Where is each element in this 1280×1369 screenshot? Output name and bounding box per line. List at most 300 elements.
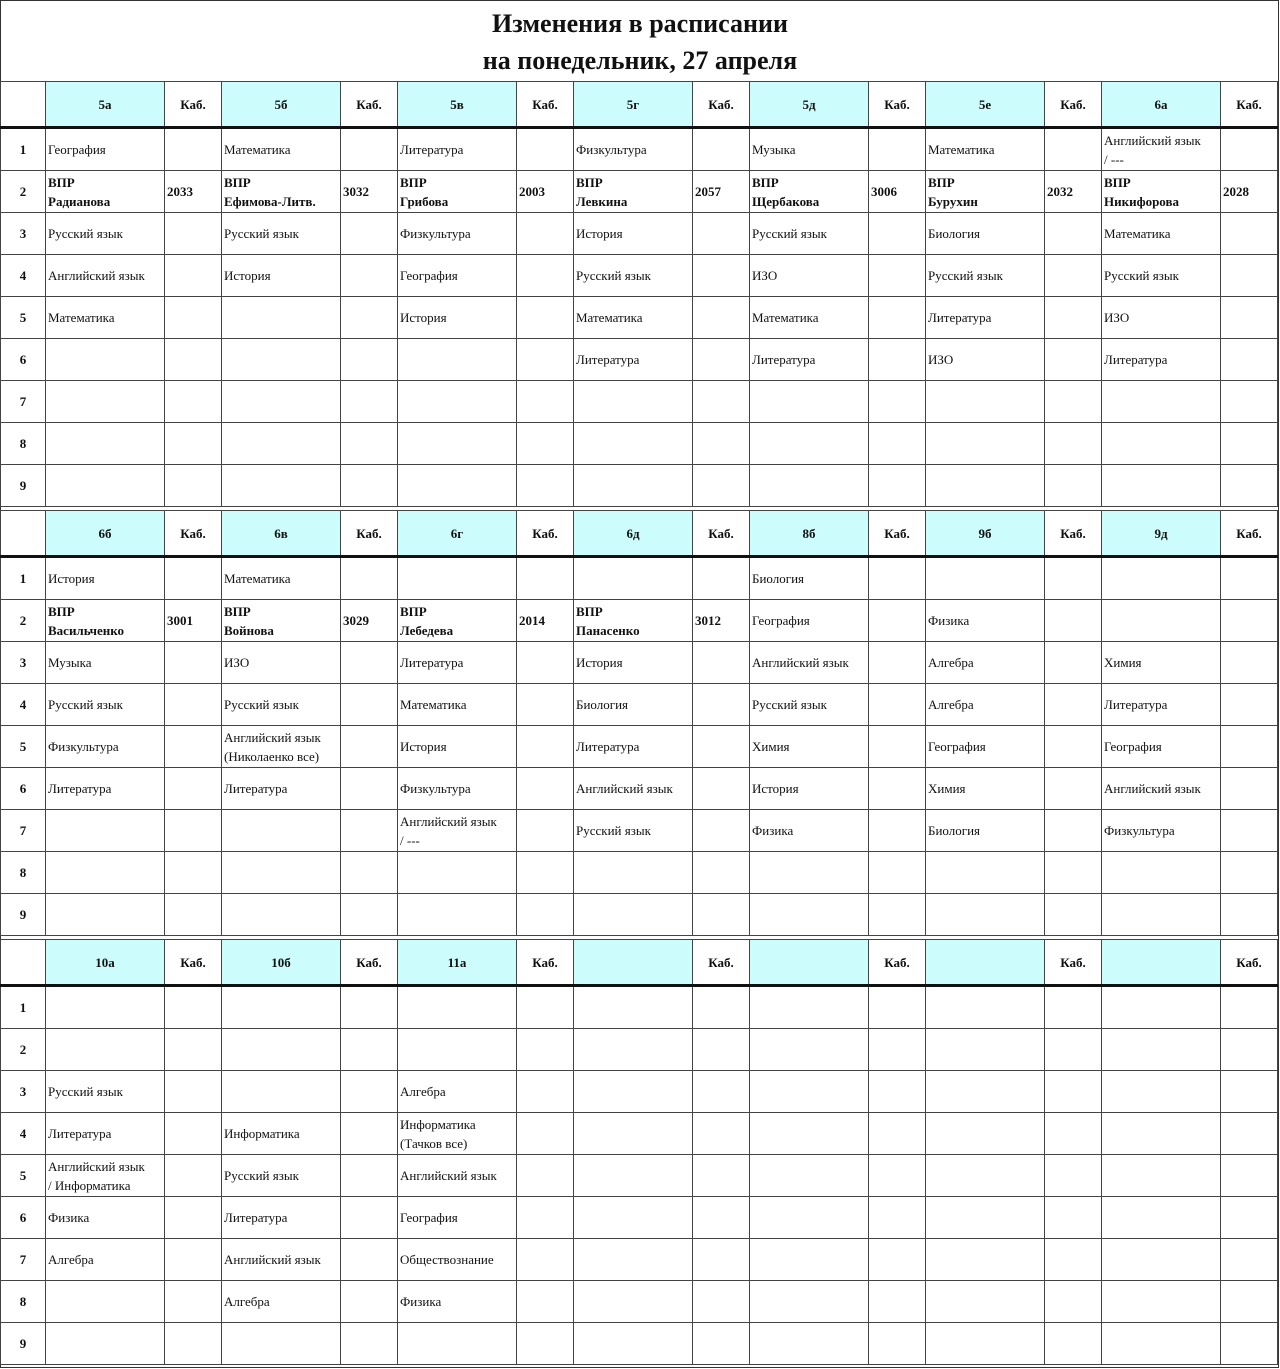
- lesson-number: 3: [1, 213, 46, 255]
- class-header: 5в: [398, 82, 517, 128]
- subject-cell: [46, 213, 165, 255]
- room-cell: [165, 339, 222, 381]
- room-cell: [1045, 684, 1102, 726]
- room-cell: [517, 1113, 574, 1155]
- lesson-row: [1, 1155, 1278, 1197]
- room-cell: [341, 128, 398, 171]
- lesson-number: 6: [1, 768, 46, 810]
- room-header: Каб.: [1045, 511, 1102, 557]
- room-cell: [1045, 465, 1102, 507]
- lesson-row: [1, 894, 1278, 936]
- vpr-entry: ВПР Ефимова-Литв.: [224, 174, 316, 209]
- subject-text: Литература: [48, 781, 112, 796]
- room-cell: [1221, 684, 1278, 726]
- room-cell: [165, 1113, 222, 1155]
- room-cell: [869, 381, 926, 423]
- subject-cell: [574, 642, 693, 684]
- subject-cell: [222, 297, 341, 339]
- room-cell: [869, 600, 926, 642]
- lesson-row: [1, 128, 1278, 171]
- room-cell: [693, 1029, 750, 1071]
- lesson-row: [1, 1323, 1278, 1365]
- subject-text: Английский язык: [48, 268, 145, 283]
- subject-text: История: [48, 571, 95, 586]
- subject-text: Английский язык (Николаенко все): [224, 729, 321, 764]
- subject-cell: [1102, 1155, 1221, 1197]
- class-header: [750, 940, 869, 986]
- subject-cell: [926, 1239, 1045, 1281]
- subject-text: Английский язык: [400, 1168, 497, 1183]
- subject-cell: [750, 600, 869, 642]
- subject-cell: [926, 1197, 1045, 1239]
- subject-cell: [750, 423, 869, 465]
- subject-cell: [1102, 1029, 1221, 1071]
- subject-cell: [1102, 986, 1221, 1029]
- subject-cell: [750, 339, 869, 381]
- vpr-entry: ВПР Щербакова: [752, 174, 820, 209]
- lesson-row: [1, 726, 1278, 768]
- subject-cell: [1102, 1071, 1221, 1113]
- lesson-number: 8: [1, 852, 46, 894]
- subject-text: География: [752, 613, 810, 628]
- subject-cell: [750, 1323, 869, 1365]
- room-cell: [1221, 986, 1278, 1029]
- subject-cell: [750, 986, 869, 1029]
- subject-cell: [46, 1155, 165, 1197]
- subject-cell: [926, 684, 1045, 726]
- subject-cell: [1102, 171, 1221, 213]
- room-cell: [693, 810, 750, 852]
- room-cell: [693, 768, 750, 810]
- room-cell: [693, 423, 750, 465]
- class-header-row: [1, 82, 1278, 128]
- title-line-2: на понедельник, 27 апреля: [482, 46, 798, 75]
- subject-cell: [398, 726, 517, 768]
- subject-text: Информатика: [224, 1126, 300, 1141]
- subject-cell: [574, 852, 693, 894]
- room-cell: [165, 684, 222, 726]
- room-cell: [693, 213, 750, 255]
- room-cell: [341, 986, 398, 1029]
- subject-text: Алгебра: [400, 1084, 446, 1099]
- room-cell: [1045, 1071, 1102, 1113]
- room-cell: [693, 986, 750, 1029]
- lesson-row: [1, 852, 1278, 894]
- lesson-number: 2: [1, 1029, 46, 1071]
- subject-text: Литература: [400, 142, 464, 157]
- subject-text: Русский язык: [1104, 268, 1179, 283]
- subject-cell: [222, 423, 341, 465]
- subject-cell: [46, 768, 165, 810]
- subject-text: География: [48, 142, 106, 157]
- class-header: 8б: [750, 511, 869, 557]
- subject-cell: [750, 1197, 869, 1239]
- room-cell: [1045, 339, 1102, 381]
- vpr-entry: ВПР Левкина: [576, 174, 628, 209]
- room-header: Каб.: [1045, 940, 1102, 986]
- lesson-row: [1, 339, 1278, 381]
- room-cell: [1221, 1155, 1278, 1197]
- room-header: Каб.: [165, 82, 222, 128]
- room-cell: [165, 465, 222, 507]
- room-cell: [1221, 642, 1278, 684]
- subject-cell: [46, 297, 165, 339]
- subject-text: Литература: [224, 781, 288, 796]
- subject-cell: [750, 1113, 869, 1155]
- room-cell: [869, 1281, 926, 1323]
- room-cell: [517, 768, 574, 810]
- subject-cell: [1102, 852, 1221, 894]
- subject-cell: [574, 1281, 693, 1323]
- subject-cell: [222, 1197, 341, 1239]
- room-cell: [517, 1155, 574, 1197]
- room-cell: [517, 1029, 574, 1071]
- room-cell: [693, 726, 750, 768]
- vpr-entry: ВПР Войнова: [224, 603, 274, 638]
- subject-cell: [46, 726, 165, 768]
- subject-cell: [750, 213, 869, 255]
- room-cell: [341, 684, 398, 726]
- subject-text: Физика: [48, 1210, 90, 1225]
- room-cell: [165, 1239, 222, 1281]
- subject-text: География: [1104, 739, 1162, 754]
- class-header: 5е: [926, 82, 1045, 128]
- room-cell: [517, 128, 574, 171]
- subject-text: ИЗО: [752, 268, 778, 283]
- subject-cell: [222, 726, 341, 768]
- subject-cell: [1102, 642, 1221, 684]
- class-header: 9б: [926, 511, 1045, 557]
- lesson-number: 3: [1, 1071, 46, 1113]
- room-cell: [165, 423, 222, 465]
- room-cell: [1045, 642, 1102, 684]
- room-cell: [1045, 600, 1102, 642]
- subject-cell: [574, 297, 693, 339]
- subject-cell: [222, 171, 341, 213]
- room-cell: [693, 894, 750, 936]
- subject-cell: [222, 642, 341, 684]
- room-cell: [1221, 339, 1278, 381]
- room-cell: [869, 1155, 926, 1197]
- subject-text: Английский язык: [752, 655, 849, 670]
- room-cell: [1045, 423, 1102, 465]
- subject-cell: [1102, 339, 1221, 381]
- subject-cell: [1102, 1197, 1221, 1239]
- subject-cell: [926, 1323, 1045, 1365]
- room-cell: [1045, 1197, 1102, 1239]
- subject-text: Английский язык / ---: [1104, 132, 1201, 167]
- room-cell: [165, 213, 222, 255]
- lesson-row: [1, 1239, 1278, 1281]
- room-cell: [1045, 128, 1102, 171]
- room-header: Каб.: [517, 940, 574, 986]
- subject-text: История: [400, 310, 447, 325]
- room-cell: 2033: [165, 171, 222, 213]
- room-cell: [1045, 255, 1102, 297]
- room-cell: [1045, 894, 1102, 936]
- subject-cell: [46, 1071, 165, 1113]
- subject-cell: [574, 128, 693, 171]
- subject-cell: [926, 339, 1045, 381]
- subject-cell: [574, 810, 693, 852]
- room-cell: [517, 213, 574, 255]
- subject-text: Литература: [576, 352, 640, 367]
- lesson-number: 7: [1, 810, 46, 852]
- room-cell: [341, 894, 398, 936]
- room-cell: [869, 1113, 926, 1155]
- subject-cell: [574, 255, 693, 297]
- class-header: [1102, 940, 1221, 986]
- subject-cell: [750, 1155, 869, 1197]
- subject-cell: [398, 852, 517, 894]
- room-cell: [1045, 852, 1102, 894]
- lesson-row: [1, 297, 1278, 339]
- subject-cell: [574, 1155, 693, 1197]
- room-cell: [165, 1281, 222, 1323]
- room-cell: 2032: [1045, 171, 1102, 213]
- subject-cell: [926, 1029, 1045, 1071]
- lesson-row: [1, 213, 1278, 255]
- room-cell: [517, 339, 574, 381]
- subject-cell: [750, 128, 869, 171]
- subject-cell: [398, 213, 517, 255]
- room-cell: [517, 1071, 574, 1113]
- room-cell: [341, 1239, 398, 1281]
- lesson-row: [1, 642, 1278, 684]
- subject-cell: [750, 1281, 869, 1323]
- room-header: Каб.: [517, 82, 574, 128]
- class-header: 6а: [1102, 82, 1221, 128]
- class-header: 5г: [574, 82, 693, 128]
- subject-cell: [926, 894, 1045, 936]
- subject-cell: [222, 810, 341, 852]
- subject-cell: [750, 297, 869, 339]
- subject-cell: [574, 381, 693, 423]
- room-cell: [1221, 810, 1278, 852]
- room-cell: [869, 1323, 926, 1365]
- room-cell: [869, 986, 926, 1029]
- room-cell: [517, 297, 574, 339]
- subject-cell: [1102, 381, 1221, 423]
- subject-cell: [574, 894, 693, 936]
- subject-text: Русский язык: [224, 697, 299, 712]
- subject-text: Литература: [224, 1210, 288, 1225]
- subject-text: Английский язык: [224, 1252, 321, 1267]
- subject-cell: [1102, 423, 1221, 465]
- room-header: Каб.: [517, 511, 574, 557]
- lesson-number: 9: [1, 1323, 46, 1365]
- subject-cell: [750, 684, 869, 726]
- subject-cell: [46, 852, 165, 894]
- subject-text: Русский язык: [752, 226, 827, 241]
- room-cell: [1045, 726, 1102, 768]
- subject-text: Английский язык: [576, 781, 673, 796]
- room-cell: 2014: [517, 600, 574, 642]
- subject-cell: [46, 381, 165, 423]
- subject-cell: [574, 600, 693, 642]
- subject-cell: [574, 768, 693, 810]
- subject-cell: [750, 642, 869, 684]
- room-cell: [341, 768, 398, 810]
- room-cell: [1045, 557, 1102, 600]
- lesson-row: [1, 810, 1278, 852]
- subject-cell: [1102, 255, 1221, 297]
- room-header: Каб.: [165, 940, 222, 986]
- subject-cell: [750, 1071, 869, 1113]
- room-cell: [1221, 255, 1278, 297]
- subject-cell: [46, 1239, 165, 1281]
- room-cell: [1045, 1155, 1102, 1197]
- subject-cell: [750, 726, 869, 768]
- room-cell: [693, 297, 750, 339]
- room-header: Каб.: [693, 82, 750, 128]
- subject-text: ИЗО: [928, 352, 954, 367]
- subject-cell: [926, 423, 1045, 465]
- room-cell: 3001: [165, 600, 222, 642]
- subject-cell: [926, 171, 1045, 213]
- room-cell: [693, 255, 750, 297]
- subject-cell: [46, 1113, 165, 1155]
- subject-cell: [926, 213, 1045, 255]
- lesson-number: 1: [1, 128, 46, 171]
- subject-text: Обществознание: [400, 1252, 494, 1267]
- lesson-number: 2: [1, 171, 46, 213]
- subject-cell: [222, 213, 341, 255]
- room-cell: 3032: [341, 171, 398, 213]
- room-cell: [693, 1155, 750, 1197]
- subject-text: История: [576, 655, 623, 670]
- room-cell: [165, 726, 222, 768]
- subject-cell: [926, 128, 1045, 171]
- class-header: [926, 940, 1045, 986]
- subject-cell: [926, 986, 1045, 1029]
- room-cell: [693, 684, 750, 726]
- room-cell: [869, 255, 926, 297]
- subject-cell: [1102, 726, 1221, 768]
- room-cell: [693, 1281, 750, 1323]
- room-cell: [693, 642, 750, 684]
- subject-cell: [222, 1071, 341, 1113]
- subject-text: Математика: [400, 697, 467, 712]
- lesson-number: 8: [1, 1281, 46, 1323]
- class-header-row: [1, 940, 1278, 986]
- vpr-entry: ВПР Васильченко: [48, 603, 125, 638]
- lesson-number: 1: [1, 557, 46, 600]
- room-cell: [693, 1323, 750, 1365]
- subject-cell: [222, 1281, 341, 1323]
- room-cell: [165, 894, 222, 936]
- subject-cell: [574, 171, 693, 213]
- subject-cell: [1102, 1239, 1221, 1281]
- subject-cell: [750, 1029, 869, 1071]
- room-cell: [165, 1197, 222, 1239]
- subject-text: Литература: [928, 310, 992, 325]
- subject-text: География: [400, 1210, 458, 1225]
- room-cell: [341, 423, 398, 465]
- subject-text: География: [400, 268, 458, 283]
- subject-cell: [46, 339, 165, 381]
- vpr-entry: ВПР Грибова: [400, 174, 449, 209]
- subject-cell: [926, 1071, 1045, 1113]
- subject-text: Математика: [224, 142, 291, 157]
- lesson-row: [1, 557, 1278, 600]
- lesson-row: [1, 1113, 1278, 1155]
- lesson-number: 9: [1, 894, 46, 936]
- subject-cell: [926, 768, 1045, 810]
- subject-cell: [46, 1281, 165, 1323]
- subject-cell: [750, 852, 869, 894]
- room-cell: [869, 894, 926, 936]
- subject-text: Математика: [928, 142, 995, 157]
- room-cell: [341, 339, 398, 381]
- room-cell: [1221, 1239, 1278, 1281]
- lesson-number: 6: [1, 1197, 46, 1239]
- room-cell: [1045, 1323, 1102, 1365]
- room-cell: [517, 1281, 574, 1323]
- class-header: 5б: [222, 82, 341, 128]
- room-cell: [869, 465, 926, 507]
- subject-cell: [222, 894, 341, 936]
- room-cell: [1221, 297, 1278, 339]
- subject-text: Русский язык: [48, 1084, 123, 1099]
- subject-cell: [46, 557, 165, 600]
- room-cell: [517, 255, 574, 297]
- subject-cell: [46, 986, 165, 1029]
- room-cell: [517, 465, 574, 507]
- room-cell: [341, 1323, 398, 1365]
- room-header: Каб.: [341, 511, 398, 557]
- room-cell: [1221, 726, 1278, 768]
- class-header: 10а: [46, 940, 165, 986]
- room-cell: [517, 381, 574, 423]
- room-cell: [1221, 1071, 1278, 1113]
- lesson-row: [1, 1071, 1278, 1113]
- lesson-row: [1, 255, 1278, 297]
- subject-cell: [574, 1029, 693, 1071]
- lesson-row: [1, 986, 1278, 1029]
- subject-cell: [398, 600, 517, 642]
- subject-cell: [46, 894, 165, 936]
- room-cell: [517, 1239, 574, 1281]
- room-cell: [165, 986, 222, 1029]
- room-cell: [165, 1071, 222, 1113]
- class-header: 6г: [398, 511, 517, 557]
- subject-cell: [926, 852, 1045, 894]
- subject-cell: [750, 381, 869, 423]
- schedule-table-3: [0, 939, 1278, 1365]
- subject-text: Литература: [576, 739, 640, 754]
- lesson-number: 7: [1, 1239, 46, 1281]
- subject-text: Физика: [752, 823, 794, 838]
- room-cell: [1221, 1029, 1278, 1071]
- subject-cell: [574, 726, 693, 768]
- room-cell: [1045, 1239, 1102, 1281]
- lesson-number: 4: [1, 684, 46, 726]
- subject-cell: [926, 297, 1045, 339]
- subject-text: Физкультура: [48, 739, 119, 754]
- subject-cell: [574, 1197, 693, 1239]
- lesson-row: [1, 768, 1278, 810]
- room-cell: [341, 1029, 398, 1071]
- subject-cell: [398, 768, 517, 810]
- subject-text: Литература: [400, 655, 464, 670]
- class-header: 9д: [1102, 511, 1221, 557]
- room-cell: [869, 726, 926, 768]
- room-header: Каб.: [1045, 82, 1102, 128]
- subject-cell: [222, 768, 341, 810]
- lesson-row: [1, 1029, 1278, 1071]
- subject-text: Математика: [752, 310, 819, 325]
